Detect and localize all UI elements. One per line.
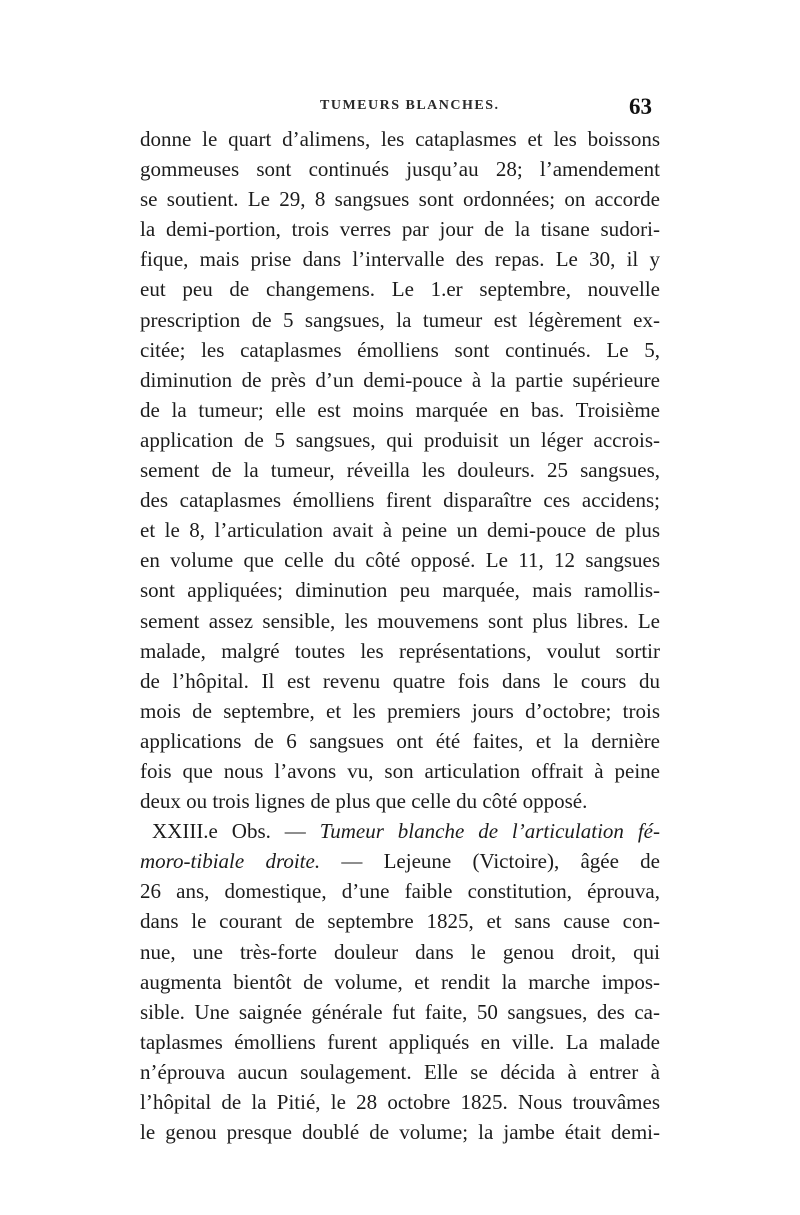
text-line: 26 ans, domestique, d’une faible constitution, éprouva, <box>140 879 660 904</box>
text-line: et le 8, l’articulation avait à peine un demi-pouce de plus <box>140 518 660 543</box>
body-text <box>140 124 660 1147</box>
text-line: dans le courant de septembre 1825, et sans cause con- <box>140 909 660 934</box>
patient-intro: — Lejeune (Victoire), âgée de <box>320 849 661 874</box>
heading-dash: — <box>270 819 320 844</box>
text-line: sible. Une saignée générale fut faite, 50 sangsues, des ca- <box>140 999 660 1024</box>
text-line: sement assez sensible, les mouvemens sont plus libres. Le <box>140 608 660 633</box>
text-line: application de 5 sangsues, qui produisit un léger accrois- <box>140 427 660 452</box>
text-line: gommeuses sont continués jusqu’au 28; l’amendement <box>140 157 660 182</box>
observation-number: XXIII.e Obs. <box>152 819 271 844</box>
text-line: sement de la tumeur, réveilla les douleurs. 25 sangsues, <box>140 458 660 483</box>
observation-title-continued: moro-tibiale droite. <box>140 849 321 874</box>
text-line: diminution de près d’un demi-pouce à la partie supérieure <box>140 367 660 392</box>
text-line: malade, malgré toutes les représentations, voulut sortir <box>140 638 660 663</box>
text-line: se soutient. Le 29, 8 sangsues sont ordonnées; on accorde <box>140 187 660 212</box>
observation-title: Tumeur blanche de l’articulation fé- <box>319 819 660 844</box>
text-line: de l’hôpital. Il est revenu quatre fois dans le cours du <box>140 668 660 693</box>
text-line: taplasmes émolliens furent appliqués en ville. La malade <box>140 1029 660 1054</box>
text-line: de la tumeur; elle est moins marquée en bas. Troisième <box>140 397 660 422</box>
text-line: fique, mais prise dans l’intervalle des repas. Le 30, il y <box>140 247 660 272</box>
text-line: n’éprouva aucun soulagement. Elle se décida à entrer à <box>140 1059 660 1084</box>
text-line: eut peu de changemens. Le 1.er septembre, nouvelle <box>140 277 660 302</box>
text-line: applications de 6 sangsues ont été faites, et la dernière <box>140 728 660 753</box>
text-line: augmenta bientôt de volume, et rendit la marche impos- <box>140 969 660 994</box>
text-line: l’hôpital de la Pitié, le 28 octobre 1825. Nous trouvâmes <box>140 1090 660 1114</box>
text-line: deux ou trois lignes de plus que celle du côté opposé. <box>140 789 588 814</box>
running-head <box>212 94 652 124</box>
text-line: en volume que celle du côté opposé. Le 11, 12 sangsues <box>140 548 660 573</box>
page-number: 63 <box>629 94 652 119</box>
text-line: fois que nous l’avons vu, son articulation offrait à peine <box>140 758 660 783</box>
text-line: prescription de 5 sangsues, la tumeur est légèrement ex- <box>140 307 660 332</box>
text-line: le genou presque doublé de volume; la jambe était demi- <box>140 1120 660 1145</box>
observation-heading-line-2 <box>140 846 660 876</box>
running-title: TUMEURS BLANCHES. <box>320 98 500 113</box>
text-line: des cataplasmes émolliens firent disparaître ces accidens; <box>140 488 660 513</box>
text-line: la demi-portion, trois verres par jour de la tisane sudori- <box>140 217 660 242</box>
text-line: donne le quart d’alimens, les cataplasmes et les boissons <box>140 127 660 151</box>
text-line: nue, une très-forte douleur dans le genou droit, qui <box>140 939 660 964</box>
text-line: sont appliquées; diminution peu marquée, mais ramollis- <box>140 578 660 603</box>
text-line: mois de septembre, et les premiers jours d’octobre; trois <box>140 698 660 723</box>
text-line: citée; les cataplasmes émolliens sont continués. Le 5, <box>140 337 660 362</box>
observation-heading-line <box>140 816 660 846</box>
